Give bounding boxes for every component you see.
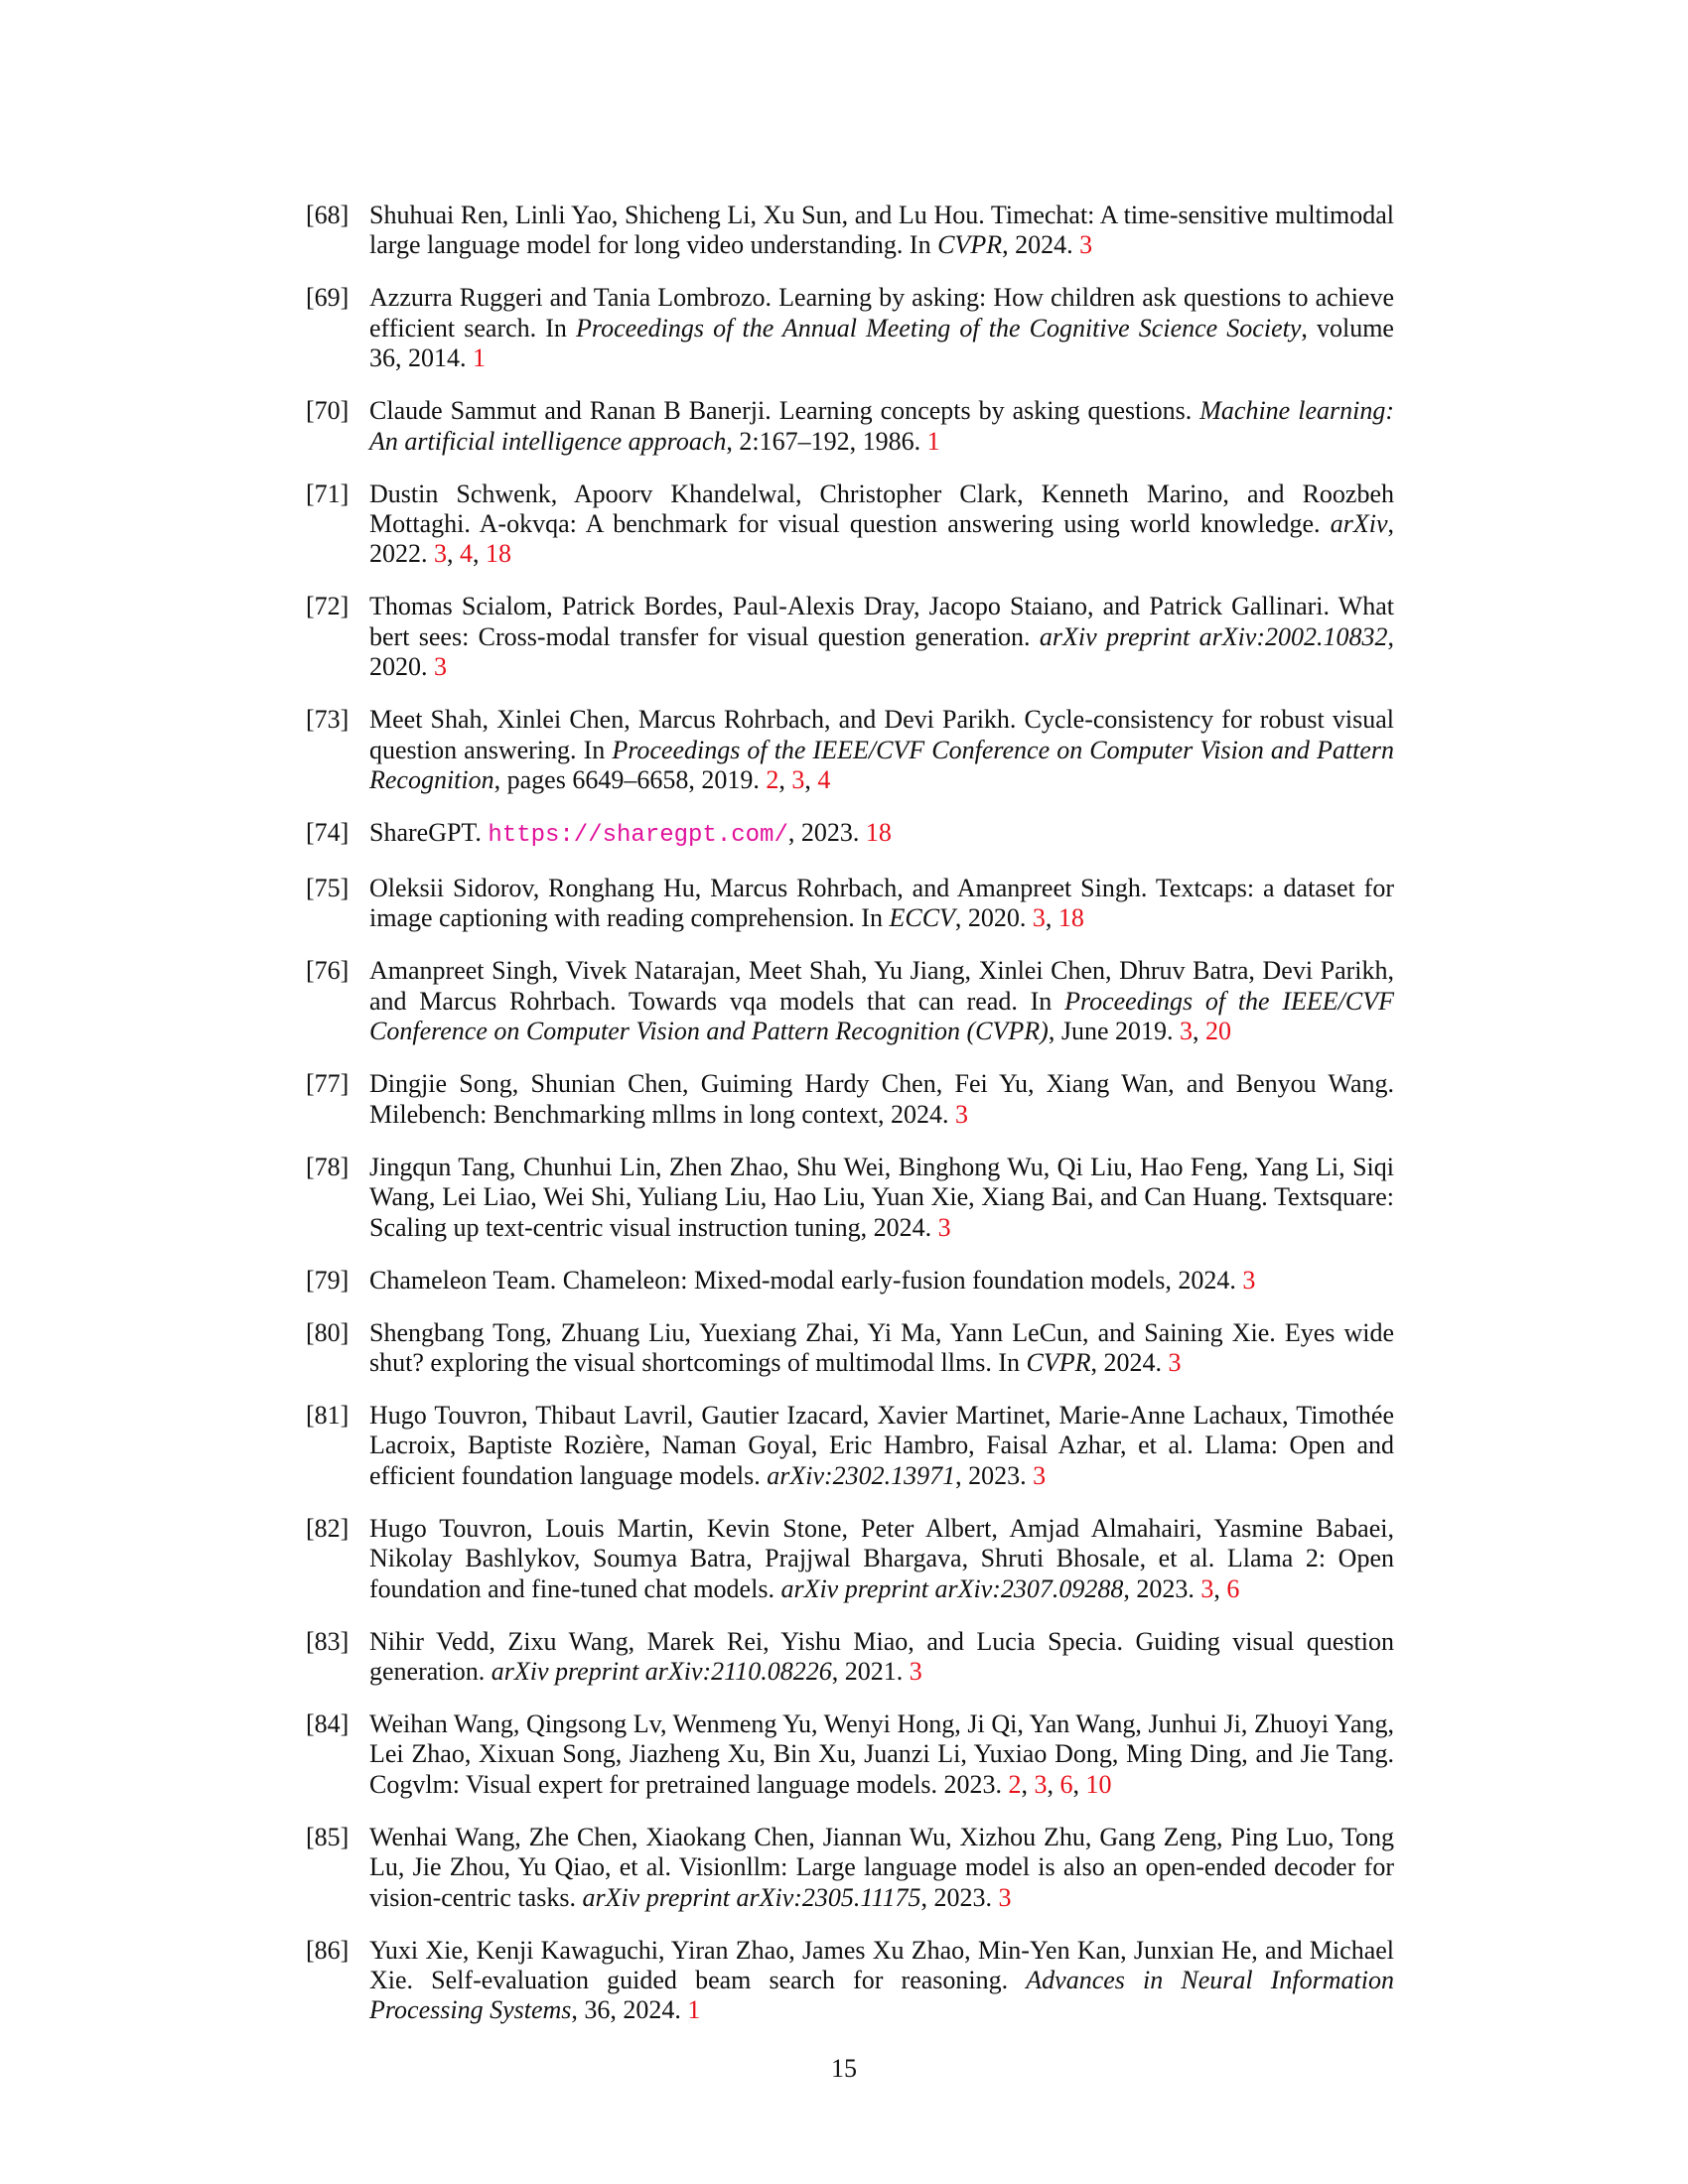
reference-number: [72] bbox=[306, 592, 350, 621]
reference-text-segment: , June 2019. bbox=[1048, 1017, 1180, 1046]
citation-page-link[interactable]: 3 bbox=[1079, 230, 1093, 260]
reference-number: [70] bbox=[306, 396, 350, 426]
reference-text-segment: Chameleon Team. Chameleon: Mixed-modal early-fusion foundation models, 2024. bbox=[369, 1265, 1243, 1295]
reference-text-segment: , 2023. bbox=[787, 818, 866, 848]
venue-title: Advances in Neural Information Processing Systems bbox=[369, 1965, 1394, 2025]
venue-title: Proceedings of the IEEE/CVF Conference on Computer Vision and Pattern Recognition (CVPR) bbox=[369, 986, 1394, 1046]
reference-number: [73] bbox=[306, 705, 350, 735]
venue-title: Proceedings of the IEEE/CVF Conference on Computer Vision and Pattern Recognition bbox=[369, 735, 1394, 795]
reference-number: [76] bbox=[306, 956, 350, 986]
citation-page-link[interactable]: 1 bbox=[473, 343, 486, 373]
reference-text-segment: , 2020. bbox=[954, 903, 1033, 933]
reference-text-segment: , 2023. bbox=[920, 1882, 999, 1912]
reference-text bbox=[369, 201, 1394, 259]
reference-entry bbox=[306, 1514, 1394, 1604]
reference-text-segment: , 2024. bbox=[1002, 230, 1080, 260]
reference-number: [80] bbox=[306, 1317, 350, 1347]
venue-title: arXiv preprint arXiv:2305.11175 bbox=[582, 1882, 921, 1912]
reference-text-segment: Oleksii Sidorov, Ronghang Hu, Marcus Rohrbach, and Amanpreet Singh. Textcaps: a dataset for image captioning with reading comprehension. In bbox=[369, 874, 1394, 933]
reference-number: [83] bbox=[306, 1626, 350, 1656]
citation-page-link[interactable]: 6 bbox=[1226, 1573, 1240, 1603]
citation-page-link[interactable]: 1 bbox=[687, 1995, 701, 2025]
venue-title: Machine learning: An artificial intelligence approach bbox=[369, 396, 1394, 456]
reference-number: [84] bbox=[306, 1708, 350, 1738]
reference-text-segment: , 2023. bbox=[955, 1460, 1034, 1490]
reference-number: [81] bbox=[306, 1400, 350, 1430]
reference-text bbox=[369, 396, 1394, 455]
citation-page-link[interactable]: 10 bbox=[1085, 1769, 1112, 1799]
citation-page-link[interactable]: 3 bbox=[1034, 1769, 1048, 1799]
reference-text-segment: , bbox=[778, 765, 792, 795]
reference-text bbox=[369, 1069, 1394, 1128]
reference-text bbox=[369, 705, 1394, 794]
reference-text-segment: , bbox=[804, 765, 818, 795]
citation-page-link[interactable]: 2 bbox=[766, 765, 779, 795]
reference-entry bbox=[306, 874, 1394, 934]
url-link[interactable]: https://sharegpt.com/ bbox=[488, 822, 788, 850]
reference-text-segment: , bbox=[1193, 1017, 1205, 1046]
reference-number: [82] bbox=[306, 1513, 350, 1543]
page-number: 15 bbox=[831, 2054, 857, 2083]
venue-title: arXiv preprint arXiv:2002.10832 bbox=[1039, 621, 1388, 651]
reference-number: [77] bbox=[306, 1069, 350, 1099]
reference-text-segment: , 36, 2024. bbox=[571, 1995, 688, 2025]
reference-text-segment: , bbox=[473, 539, 486, 569]
citation-page-link[interactable]: 3 bbox=[1032, 903, 1046, 933]
reference-text-segment: Yuxi Xie, Kenji Kawaguchi, Yiran Zhao, James Xu Zhao, Min-Yen Kan, Junxian He, and Michael Xie. Self-evaluation guided beam search for reasoning. bbox=[369, 1935, 1394, 1994]
reference-text-segment: , pages 6649–6658, 2019. bbox=[493, 765, 767, 795]
reference-number: [78] bbox=[306, 1152, 350, 1181]
reference-text bbox=[369, 818, 892, 850]
citation-page-link[interactable]: 6 bbox=[1059, 1769, 1073, 1799]
citation-page-link[interactable]: 3 bbox=[1200, 1573, 1214, 1603]
reference-text-segment: , bbox=[1213, 1573, 1227, 1603]
reference-number: [85] bbox=[306, 1822, 350, 1851]
reference-entry bbox=[306, 1627, 1394, 1688]
reference-text bbox=[369, 592, 1394, 681]
reference-text-segment: Hugo Touvron, Louis Martin, Kevin Stone, Peter Albert, Amjad Almahairi, Yasmine Babaei, Nikolay Bashlykov, Soumya Batra, Prajjwal Bhargava, Shruti Bhosale, et al. Llama 2: Open foundation and fine-tuned chat models. bbox=[369, 1513, 1394, 1603]
citation-page-link[interactable]: 18 bbox=[486, 539, 511, 569]
citation-page-link[interactable]: 3 bbox=[954, 1099, 968, 1129]
citation-page-link[interactable]: 3 bbox=[1180, 1017, 1193, 1046]
reference-text-segment: , bbox=[1047, 1769, 1060, 1799]
venue-title: arXiv preprint arXiv:2307.09288 bbox=[780, 1573, 1124, 1603]
reference-text-segment: Dingjie Song, Shunian Chen, Guiming Hardy Chen, Fei Yu, Xiang Wan, and Benyou Wang. Milebench: Benchmarking mllms in long context, 2024. bbox=[369, 1069, 1394, 1129]
reference-text-segment: , bbox=[1072, 1769, 1086, 1799]
reference-entry bbox=[306, 1153, 1394, 1243]
citation-page-link[interactable]: 20 bbox=[1205, 1017, 1231, 1046]
reference-number: [69] bbox=[306, 283, 350, 313]
reference-text-segment: , volume 36, 2014. bbox=[369, 313, 1394, 373]
reference-entry bbox=[306, 479, 1394, 570]
reference-entry bbox=[306, 705, 1394, 795]
citation-page-link[interactable]: 3 bbox=[937, 1212, 951, 1242]
reference-entry bbox=[306, 592, 1394, 682]
reference-text bbox=[369, 283, 1394, 372]
reference-entry bbox=[306, 956, 1394, 1046]
reference-list bbox=[306, 201, 1394, 2048]
citation-page-link[interactable]: 3 bbox=[998, 1882, 1012, 1912]
venue-title: CVPR bbox=[1026, 1347, 1091, 1377]
reference-entry bbox=[306, 1936, 1394, 2026]
venue-title: arXiv preprint arXiv:2110.08226 bbox=[491, 1656, 832, 1686]
reference-text-segment: Jingqun Tang, Chunhui Lin, Zhen Zhao, Shu Wei, Binghong Wu, Qi Liu, Hao Feng, Yang Li, Siqi Wang, Lei Liao, Wei Shi, Yuliang Liu, Hao Liu, Yuan Xie, Xiang Bai, and Can Huang. Textsquare: Scaling up text-centric visual instruction tuning, 2024. bbox=[369, 1152, 1394, 1242]
reference-text-segment: , bbox=[1045, 903, 1058, 933]
citation-page-link[interactable]: 18 bbox=[1057, 903, 1084, 933]
reference-text-segment: , bbox=[447, 539, 460, 569]
citation-page-link[interactable]: 3 bbox=[1168, 1347, 1182, 1377]
citation-page-link[interactable]: 3 bbox=[791, 765, 805, 795]
citation-page-link[interactable]: 3 bbox=[1033, 1460, 1047, 1490]
citation-page-link[interactable]: 2 bbox=[1008, 1769, 1022, 1799]
reference-number: [75] bbox=[306, 874, 350, 903]
reference-text-segment: Azzurra Ruggeri and Tania Lombrozo. Learning by asking: How children ask questions to achieve efficient search. In bbox=[369, 283, 1394, 342]
reference-text-segment: , 2020. bbox=[369, 621, 1394, 682]
reference-text-segment: , 2021. bbox=[831, 1656, 910, 1686]
reference-text-segment: Amanpreet Singh, Vivek Natarajan, Meet Shah, Yu Jiang, Xinlei Chen, Dhruv Batra, Devi Parikh, and Marcus Rohrbach. Towards vqa models that can read. In bbox=[369, 956, 1394, 1016]
reference-text bbox=[369, 1709, 1394, 1799]
reference-text-segment: , bbox=[1021, 1769, 1035, 1799]
reference-entry bbox=[306, 1266, 1394, 1296]
reference-entry bbox=[306, 1823, 1394, 1913]
venue-title: arXiv bbox=[1330, 509, 1388, 539]
reference-entry bbox=[306, 1401, 1394, 1491]
reference-text-segment: Weihan Wang, Qingsong Lv, Wenmeng Yu, Wenyi Hong, Ji Qi, Yan Wang, Junhui Ji, Zhuoyi Yang, Lei Zhao, Xixuan Song, Jiazheng Xu, Bin Xu, Juanzi Li, Yuxiao Dong, Ming Ding, and Jie Tang. Cogvlm: Visual expert for pretrained language models. 2023. bbox=[369, 1708, 1394, 1799]
reference-entry bbox=[306, 1709, 1394, 1800]
reference-text bbox=[369, 1823, 1394, 1912]
reference-text-segment: , 2023. bbox=[1123, 1573, 1201, 1603]
reference-text bbox=[369, 1627, 1394, 1686]
reference-entry bbox=[306, 396, 1394, 457]
reference-text bbox=[369, 956, 1394, 1045]
reference-entry bbox=[306, 1318, 1394, 1379]
reference-number: [79] bbox=[306, 1265, 350, 1295]
reference-text-segment: Shengbang Tong, Zhuang Liu, Yuexiang Zhai, Yi Ma, Yann LeCun, and Saining Xie. Eyes wide shut? exploring the visual shortcomings of multimodal llms. In bbox=[369, 1317, 1394, 1377]
reference-text-segment: Claude Sammut and Ranan B Banerji. Learning concepts by asking questions. bbox=[369, 396, 1200, 426]
reference-text bbox=[369, 479, 1394, 569]
reference-number: [68] bbox=[306, 201, 350, 229]
reference-entry bbox=[306, 1069, 1394, 1130]
reference-text bbox=[369, 1401, 1394, 1490]
reference-number: [86] bbox=[306, 1935, 350, 1965]
reference-text bbox=[369, 1318, 1394, 1377]
reference-number: [71] bbox=[306, 478, 350, 508]
citation-page-link[interactable]: 3 bbox=[909, 1656, 922, 1686]
reference-text-segment: Dustin Schwenk, Apoorv Khandelwal, Christopher Clark, Kenneth Marino, and Roozbeh Mottaghi. A-okvqa: A benchmark for visual question answering using world knowledge. bbox=[369, 478, 1394, 539]
reference-text bbox=[369, 1514, 1394, 1603]
reference-entry bbox=[306, 201, 1394, 261]
reference-text bbox=[369, 874, 1394, 932]
citation-page-link[interactable]: 3 bbox=[1242, 1265, 1256, 1295]
venue-title: arXiv:2302.13971 bbox=[767, 1460, 956, 1490]
citation-page-link[interactable]: 4 bbox=[460, 539, 473, 569]
reference-entry bbox=[306, 818, 1394, 851]
reference-text-segment: ShareGPT. bbox=[369, 818, 489, 848]
reference-text-segment: Shuhuai Ren, Linli Yao, Shicheng Li, Xu Sun, and Lu Hou. Timechat: A time-sensitive multimodal large language model for long video understanding. In bbox=[369, 201, 1394, 260]
venue-title: ECCV bbox=[889, 903, 955, 933]
reference-text-segment: Wenhai Wang, Zhe Chen, Xiaokang Chen, Jiannan Wu, Xizhou Zhu, Gang Zeng, Ping Luo, Tong Lu, Jie Zhou, Yu Qiao, et al. Visionllm: Large language model is also an open-ended decoder for vision-centric tasks. bbox=[369, 1822, 1394, 1912]
citation-page-link[interactable]: 3 bbox=[434, 539, 447, 569]
reference-text-segment: , 2022. bbox=[369, 509, 1394, 569]
citation-page-link[interactable]: 3 bbox=[434, 652, 447, 682]
reference-text-segment: Hugo Touvron, Thibaut Lavril, Gautier Izacard, Xavier Martinet, Marie-Anne Lachaux, Timothée Lacroix, Baptiste Rozière, Naman Goyal, Eric Hambro, Faisal Azhar, et al. Llama: Open and efficient foundation language models. bbox=[369, 1400, 1394, 1490]
reference-number: [74] bbox=[306, 818, 350, 848]
reference-text-segment: , 2:167–192, 1986. bbox=[726, 426, 927, 456]
reference-text bbox=[369, 1153, 1394, 1242]
reference-entry bbox=[306, 283, 1394, 373]
reference-text bbox=[369, 1266, 1255, 1295]
reference-text-segment: , 2024. bbox=[1090, 1347, 1169, 1377]
citation-page-link[interactable]: 18 bbox=[865, 818, 892, 848]
reference-text-segment: Nihir Vedd, Zixu Wang, Marek Rei, Yishu Miao, and Lucia Specia. Guiding visual question generation. bbox=[369, 1626, 1394, 1686]
venue-title: Proceedings of the Annual Meeting of the Cognitive Science Society bbox=[576, 313, 1302, 342]
reference-text bbox=[369, 1936, 1394, 2025]
reference-text-segment: Meet Shah, Xinlei Chen, Marcus Rohrbach, and Devi Parikh. Cycle-consistency for robust visual question answering. In bbox=[369, 705, 1394, 764]
citation-page-link[interactable]: 4 bbox=[817, 765, 831, 795]
citation-page-link[interactable]: 1 bbox=[926, 426, 940, 456]
reference-text-segment: Thomas Scialom, Patrick Bordes, Paul-Alexis Dray, Jacopo Staiano, and Patrick Gallinari. What bert sees: Cross-modal transfer for visual question generation. bbox=[369, 592, 1394, 651]
venue-title: CVPR bbox=[937, 230, 1003, 260]
